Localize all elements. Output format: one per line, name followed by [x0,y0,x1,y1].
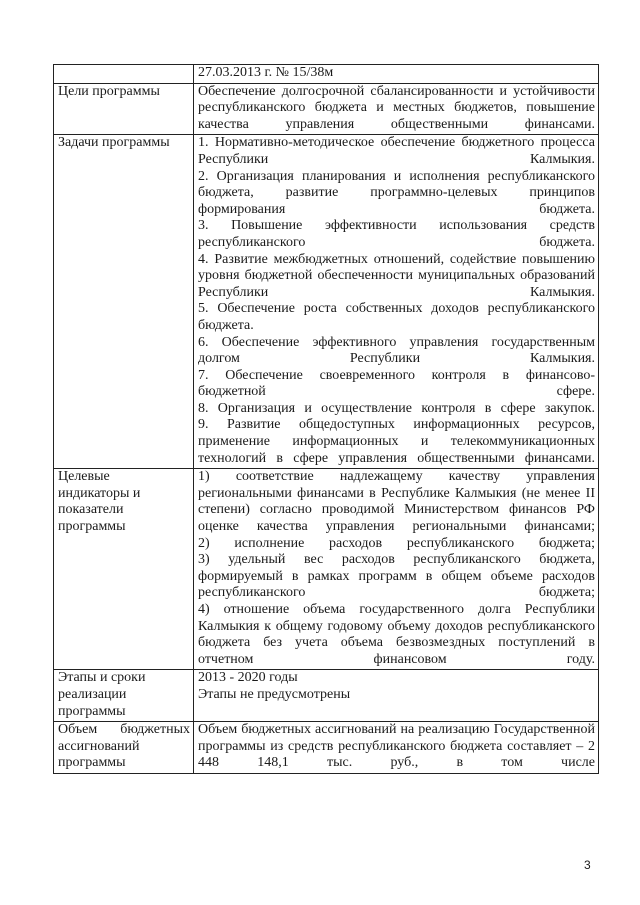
task-item: 7. Обеспечение своевременного контроля в финансово-бюджетной сфере. [198,367,595,400]
table-row [54,83,599,135]
task-item: 1. Нормативно-методическое обеспечение бюджетного процесса Республики Калмыкия. [198,135,595,167]
table-row [54,469,599,670]
funding-label-line: ассигнований [58,738,140,754]
indicators-label [54,469,194,670]
tasks-list [194,135,599,469]
page-number: 3 [584,858,591,872]
resolution-reference: 27.03.2013 г. № 15/38м [194,65,599,84]
indicators-label-line: индикаторы и [58,485,141,501]
funding-label [54,722,194,774]
stages-label [54,670,194,722]
task-item: 5. Обеспечение роста собственных доходов республиканского бюджета. [198,301,595,333]
stages-label-line: программы [58,703,126,719]
goals-label: Цели программы [54,83,194,135]
stages-values [194,670,599,722]
task-item: 9. Развитие общедоступных информационных ресурсов, применение информационных и телекоммуникационных технологий в сфере управления общественными финансами. [198,417,595,466]
table-row [54,135,599,469]
stages-years: 2013 - 2020 годы [198,670,298,686]
goals-text: Обеспечение долгосрочной сбалансированности и устойчивости республиканского бюджета и местных бюджетов, повышение качества управления общественными финансами. [194,83,599,135]
table-row [54,65,599,84]
program-passport-table [53,64,599,774]
indicator-item: 1) соответствие надлежащему качеству управления региональными финансами в Республике Калмыкия (не менее II степени) согласно проводимой Министерством финансов РФ оценке качества управления региональными финансами; [198,469,595,535]
stages-note: Этапы не предусмотрены [198,686,351,702]
task-item: 8. Организация и осуществление контроля в сфере закупок. [198,400,595,416]
indicators-label-line: Целевые [58,469,110,485]
tasks-label: Задачи программы [54,135,194,469]
indicator-item: 3) удельный вес расходов республиканского бюджета, формируемый в рамках программ в общем объеме расходов республиканского бюджета; [198,552,595,601]
table-row [54,670,599,722]
header-empty-cell [54,65,194,84]
stages-label-line: реализации [58,686,127,702]
indicator-item: 2) исполнение расходов республиканского бюджета; [198,535,595,551]
indicators-list [194,469,599,670]
indicator-item: 4) отношение объема государственного долга Республики Калмыкия к общему годовому объему доходов республиканского бюджета без учета объема безвозмездных поступлений в отчетном финансовом году. [198,602,595,667]
indicators-label-line: показатели [58,502,124,518]
task-item: 6. Обеспечение эффективного управления государственным долгом Республики Калмыкия. [198,334,595,367]
funding-text: Объем бюджетных ассигнований на реализацию Государственной программы из средств республиканского бюджета составляет – 2 448 148,1 тыс. руб., в том числе [194,722,599,774]
task-item: 4. Развитие межбюджетных отношений, содействие повышению уровня бюджетной обеспеченности муниципальных образований Республики Калмыкия. [198,251,595,300]
task-item: 3. Повышение эффективности использования средств республиканского бюджета. [198,218,595,250]
table-row [54,722,599,774]
funding-label-line: Объем бюджетных [58,722,190,738]
stages-label-line: Этапы и сроки [58,670,146,686]
indicators-label-line: программы [58,519,126,535]
funding-label-line: программы [58,755,126,771]
task-item: 2. Организация планирования и исполнения республиканского бюджета, развитие программно-целевых принципов формирования бюджета. [198,168,595,217]
